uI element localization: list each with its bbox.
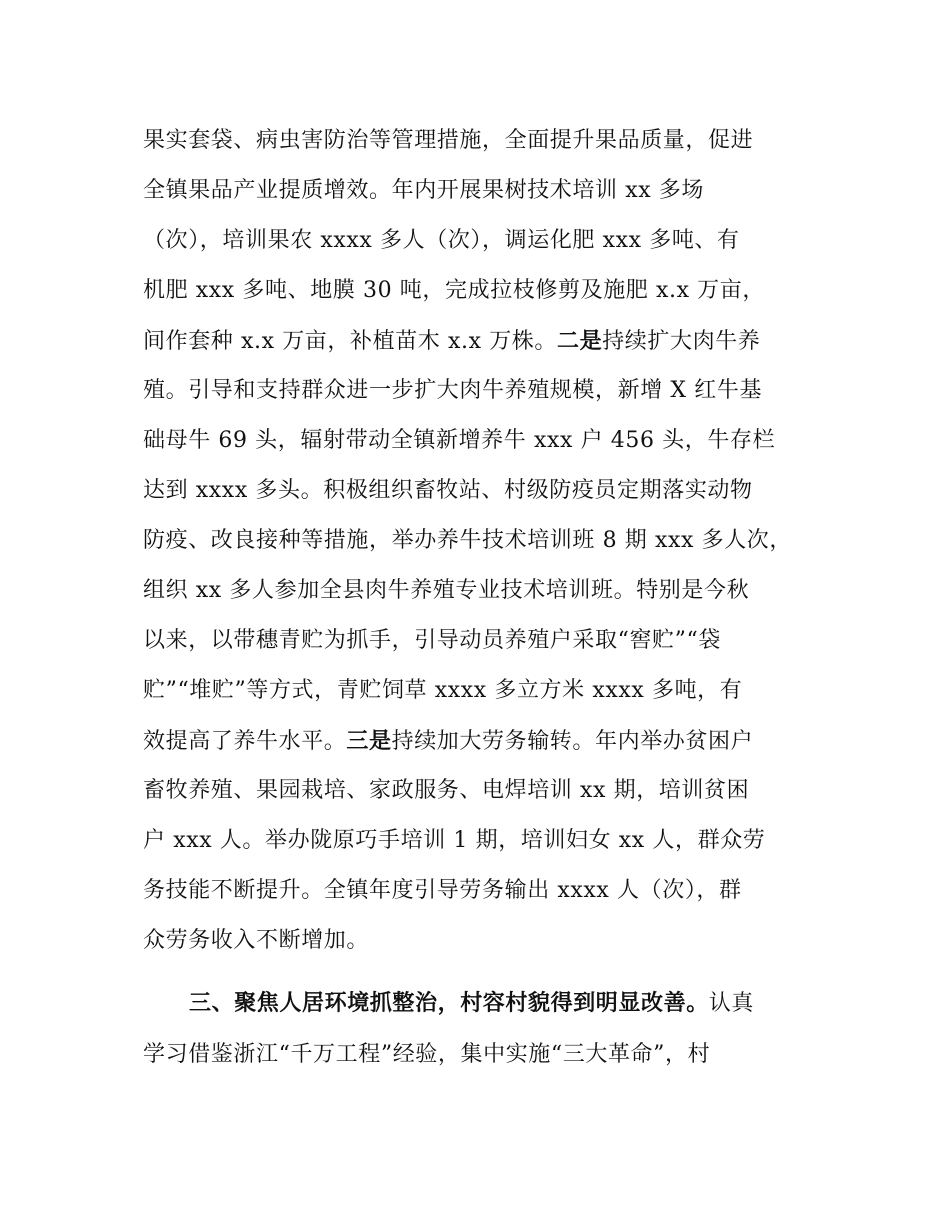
text-line: 机肥 xxx 多吨、地膜 30 吨，完成拉枝修剪及施肥 x.x 万亩， [143,278,765,303]
text-run: 间作套种 x.x 万亩，补植苗木 x.x 万株。 [143,329,557,354]
text-run: 持续扩大肉牛养 [602,329,761,354]
text-line: 贮”“堆贮”等方式，青贮饲草 xxxx 多立方米 xxxx 多吨，有 [143,678,743,703]
text-line: 达到 xxxx 多头。积极组织畜牧站、村级防疫员定期落实动物 [143,478,753,503]
text-line: （次），培训果农 xxxx 多人（次），调运化肥 xxx 多吨、有 [143,228,740,253]
text-line: 以来，以带穗青贮为抓手，引导动员养殖户采取“窖贮”“袋 [143,628,721,653]
text-line [143,726,753,757]
text-line: 组织 xx 多人参加全县肉牛养殖专业技术培训班。特别是今秋 [143,578,750,603]
text-line: 户 xxx 人。举办陇原巧手培训 1 期，培训妇女 xx 人，群众劳 [143,828,766,853]
text-line [143,326,760,357]
text-line: 学习借鉴浙江“千万工程”经验，集中实施“三大革命”，村 [143,1042,711,1067]
text-line: 果实套袋、病虫害防治等管理措施，全面提升果品质量，促进 [143,128,754,153]
text-run: 效提高了养牛水平。 [143,729,347,754]
text-line: 畜牧养殖、果园栽培、家政服务、电焊培训 xx 期，培训贫困 [143,778,750,803]
text-line: 防疫、改良接种等措施，举办养牛技术培训班 8 期 xxx 多人次， [143,528,792,553]
text-line: 殖。引导和支持群众进一步扩大肉牛养殖规模，新增 X 红牛基 [143,378,763,403]
text-line: 众劳务收入不断增加。 [143,928,370,953]
emphasis-marker: 三是 [346,728,392,754]
text-run: 认真 [708,991,755,1016]
text-run: 持续加大劳务输转。年内举办贫困户 [391,729,754,754]
text-line: 础母牛 69 头，辐射带动全镇新增养牛 xxx 户 456 头，牛存栏 [143,428,776,453]
text-line: 全镇果品产业提质增效。年内开展果树技术培训 xx 多场 [143,178,705,203]
section-heading: 三、聚焦人居环境抓整治，村容村貌得到明显改善。 [189,990,709,1016]
emphasis-marker: 二是 [557,328,603,354]
text-line: 务技能不断提升。全镇年度引导劳务输出 xxxx 人（次），群 [143,878,742,903]
section-heading-line [189,988,754,1019]
